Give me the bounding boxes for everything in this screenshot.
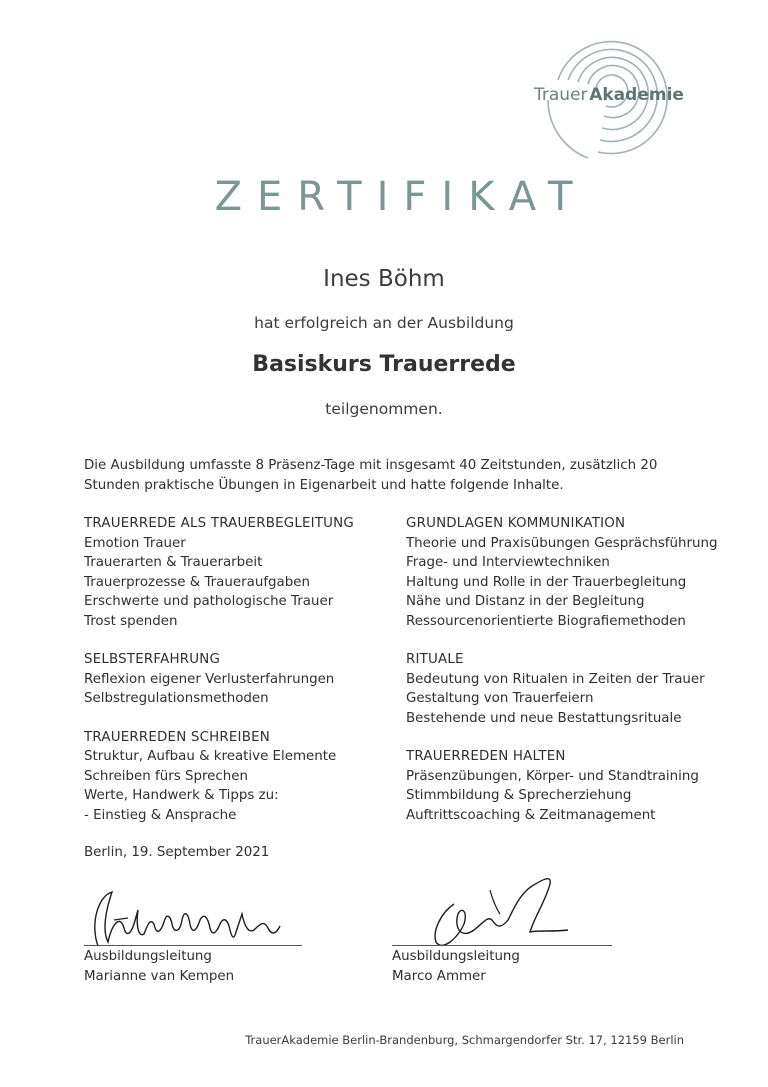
- section-item: Trauerprozesse & Traueraufgaben: [84, 574, 310, 590]
- signature-left-icon: [84, 884, 304, 954]
- section-item: Stimmbildung & Sprecherziehung: [406, 788, 632, 803]
- intro-line-1: Die Ausbildung umfasste 8 Präsenz-Tage mit insgesamt 40 Zeitstunden, zusätzlich 20: [84, 458, 658, 473]
- section-item: Reflexion eigener Verlusterfahrungen: [84, 671, 335, 687]
- section-trauerreden-schreiben: [84, 728, 404, 826]
- section-heading: TRAUERREDE ALS TRAUERBEGLEITUNG: [84, 516, 354, 531]
- section-item: Gestaltung von Trauerfeiern: [406, 691, 594, 706]
- section-item: Haltung und Rolle in der Trauerbegleitung: [406, 574, 687, 590]
- section-item: Schreiben fürs Sprechen: [84, 768, 248, 784]
- completion-text: hat erfolgreich an der Ausbildung: [254, 314, 514, 332]
- signature-role: Ausbildungsleitung: [84, 949, 212, 964]
- section-item: Emotion Trauer: [84, 535, 186, 551]
- section-item: Auftrittscoaching & Zeitmanagement: [406, 807, 656, 823]
- content-column-right: [406, 514, 736, 844]
- signature-block-left: [84, 947, 234, 987]
- section-item: Selbstregulationsmethoden: [84, 691, 269, 706]
- logo-text: [534, 85, 684, 105]
- signature-line-right: [392, 945, 612, 946]
- section-heading: SELBSTERFAHRUNG: [84, 652, 221, 667]
- section-item: - Einstieg & Ansprache: [84, 807, 237, 823]
- content-column-left: [84, 514, 404, 844]
- section-grundlagen-kommunikation: [406, 514, 736, 631]
- section-item: Struktur, Aufbau & kreative Elemente: [84, 749, 337, 764]
- section-item: Trauerarten & Trauerarbeit: [84, 555, 263, 570]
- issue-date: Berlin, 19. September 2021: [84, 845, 270, 860]
- intro-paragraph: [84, 456, 684, 496]
- intro-line-2: Stunden praktische Übungen in Eigenarbeit und hatte folgende Inhalte.: [84, 478, 564, 493]
- section-trauerrede-als-trauerbegleitung: [84, 514, 404, 631]
- participated-text: teilgenommen.: [325, 400, 443, 418]
- section-item: Werte, Handwerk & Tipps zu:: [84, 788, 279, 803]
- logo: [528, 40, 688, 160]
- signature-line-left: [84, 945, 302, 946]
- section-item: Trost spenden: [84, 613, 178, 629]
- section-item: Ressourcenorientierte Biografiemethoden: [406, 613, 686, 629]
- signature-name: Marco Ammer: [392, 969, 486, 984]
- signature-block-right: [392, 947, 520, 987]
- section-item: Bedeutung von Ritualen in Zeiten der Trauer: [406, 671, 705, 687]
- section-item: Nähe und Distanz in der Begleitung: [406, 594, 645, 609]
- section-heading: GRUNDLAGEN KOMMUNIKATION: [406, 516, 626, 531]
- section-heading: TRAUERREDEN SCHREIBEN: [84, 729, 270, 745]
- section-item: Erschwerte und pathologische Trauer: [84, 594, 334, 609]
- section-heading: TRAUERREDEN HALTEN: [406, 749, 566, 764]
- signature-role: Ausbildungsleitung: [392, 949, 520, 964]
- section-rituale: [406, 650, 736, 728]
- section-selbsterfahrung: [84, 650, 404, 709]
- signature-name: Marianne van Kempen: [84, 969, 235, 984]
- recipient-name: Ines Böhm: [323, 266, 445, 292]
- certificate-title: ZERTIFIKAT: [214, 174, 588, 220]
- section-heading: RITUALE: [406, 652, 464, 667]
- section-item: Frage- und Interviewtechniken: [406, 555, 610, 570]
- logo-text-akademie: Akademie: [589, 85, 684, 105]
- section-trauerreden-halten: [406, 747, 736, 825]
- section-item: Bestehende und neue Bestattungsrituale: [406, 710, 682, 726]
- footer-address: TrauerAkademie Berlin-Brandenburg, Schmargendorfer Str. 17, 12159 Berlin: [245, 1033, 684, 1047]
- logo-text-trauer: Trauer: [534, 85, 588, 105]
- course-name: Basiskurs Trauerrede: [252, 352, 516, 377]
- section-item: Präsenzübungen, Körper- und Standtraining: [406, 768, 699, 784]
- section-item: Theorie und Praxisübungen Gesprächsführung: [406, 535, 718, 551]
